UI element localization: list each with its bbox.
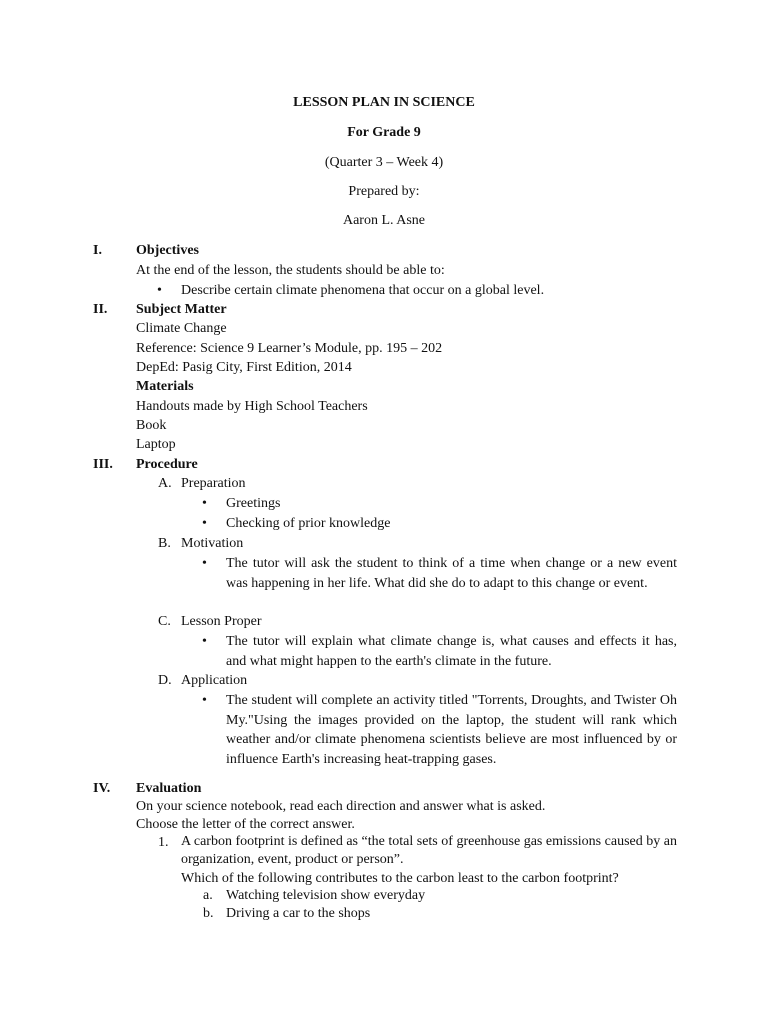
objective-bullet: • Describe certain climate phenomena that occur on a global level. [181, 281, 544, 301]
subject-deped: DepEd: Pasig City, First Edition, 2014 [136, 360, 352, 375]
step-a-item: • Greetings [226, 494, 280, 514]
section-ii-heading: Subject Matter [136, 302, 227, 317]
question-text: A carbon footprint is defined as “the total sets of greenhouse gas emissions caused by an organization, event, product or person”. [181, 834, 677, 867]
step-c-letter: C. [158, 614, 171, 629]
material-item: Book [136, 418, 167, 433]
section-iv-number: IV. [93, 781, 111, 796]
subject-reference: Reference: Science 9 Learner’s Module, pp. 195 – 202 [136, 341, 443, 356]
step-c-text: • The tutor will explain what climate change is, what causes and effects it has, and what might happen to the earth's climate in the future. [226, 632, 677, 671]
step-a-item: • Checking of prior knowledge [226, 514, 390, 534]
subject-topic: Climate Change [136, 321, 227, 336]
step-a-letter: A. [158, 476, 172, 491]
evaluation-instruction: Choose the letter of the correct answer. [136, 817, 355, 832]
prepared-label: Prepared by: [348, 184, 420, 199]
option-b-letter: b. [203, 906, 214, 921]
step-c-title: Lesson Proper [181, 614, 262, 629]
author-name: Aaron L. Asne [342, 213, 426, 228]
evaluation-direction: On your science notebook, read each direction and answer what is asked. [136, 799, 546, 814]
material-item: Laptop [136, 437, 176, 452]
step-b-letter: B. [158, 536, 171, 551]
step-d-text: • The student will complete an activity titled "Torrents, Droughts, and Twister Oh My."Using the images provided on the laptop, the student will rank which weather and/or climate phenomena scientists believe are most influenced by or influence Earth's increasing heat-trapping gases. [226, 691, 677, 769]
question-number: 1. [158, 835, 169, 850]
section-iii-heading: Procedure [136, 457, 198, 472]
option-a-text: Watching television show everyday [226, 888, 426, 903]
step-d-title: Application [181, 673, 248, 688]
section-ii-number: II. [93, 302, 108, 317]
document-title: LESSON PLAN IN SCIENCE [293, 95, 475, 110]
step-b-text: • The tutor will ask the student to think of a time when change or a new event was happening in her life. What did she do to adapt to this change or event. [226, 554, 677, 593]
section-i-number: I. [93, 243, 102, 258]
option-a-letter: a. [203, 888, 213, 903]
question-prompt: Which of the following contributes to the carbon least to the carbon footprint? [181, 871, 619, 886]
step-b-title: Motivation [181, 536, 244, 551]
quarter-line: (Quarter 3 – Week 4) [324, 155, 444, 170]
section-i-heading: Objectives [136, 243, 199, 258]
objectives-intro: At the end of the lesson, the students should be able to: [136, 263, 445, 278]
materials-heading: Materials [136, 379, 194, 394]
section-iv-heading: Evaluation [136, 781, 202, 796]
step-a-title: Preparation [181, 476, 246, 491]
section-iii-number: III. [93, 457, 113, 472]
option-b-text: Driving a car to the shops [226, 906, 371, 921]
grade-line: For Grade 9 [347, 125, 421, 140]
material-item: Handouts made by High School Teachers [136, 399, 368, 414]
step-d-letter: D. [158, 673, 172, 688]
